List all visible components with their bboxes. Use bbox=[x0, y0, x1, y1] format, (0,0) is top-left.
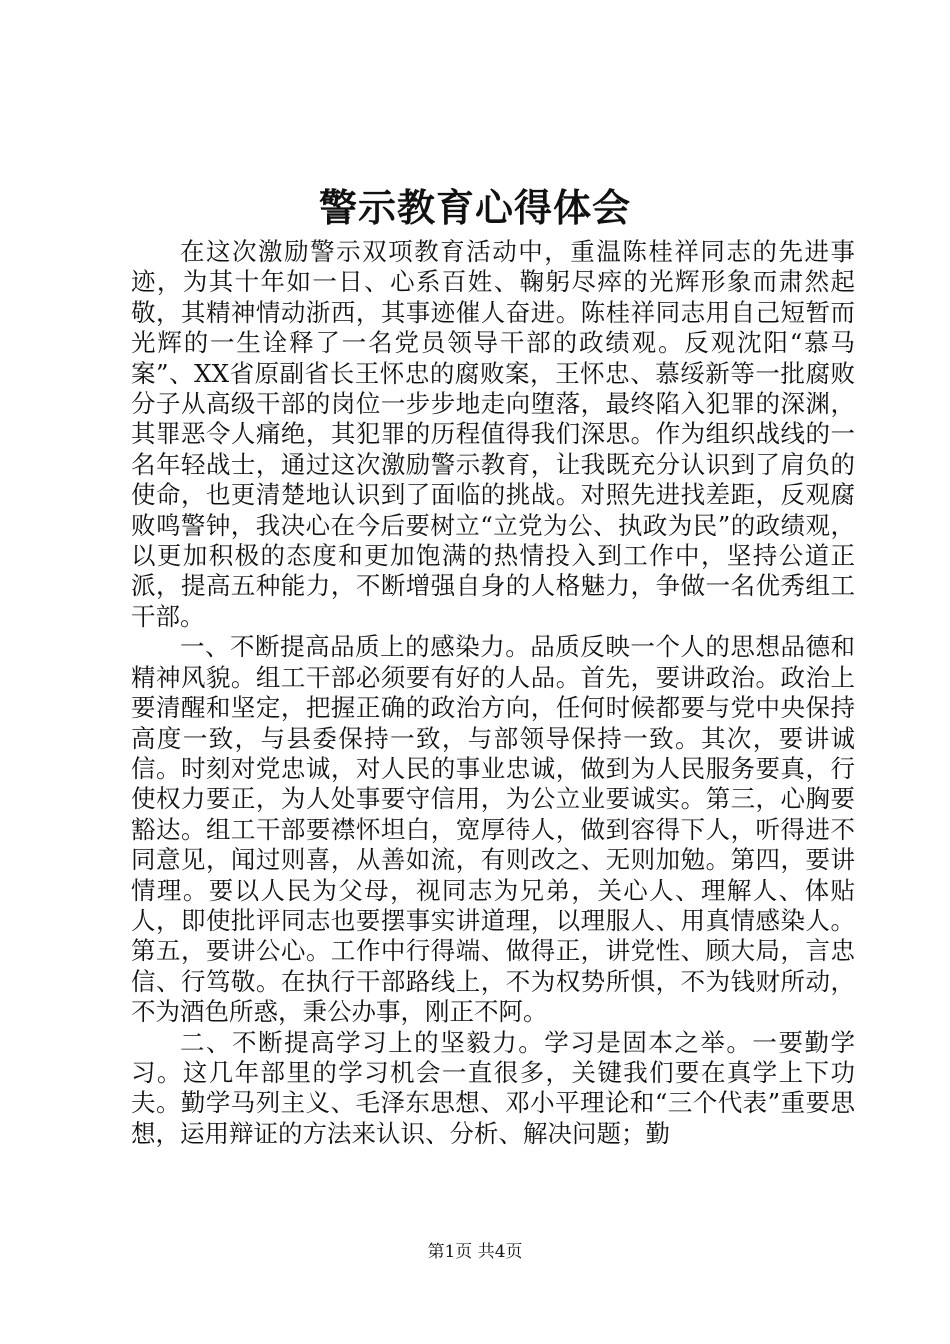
paragraph-section-two: 二、不断提高学习上的坚毅力。学习是固本之举。一要勤学习。这几年部里的学习机会一直很多，关键我们要在真学上下功夫。勤学马列主义、毛泽东思想、邓小平理论和“三个代表”重要思想，运用辩证的方法来认识、分析、解决问题；勤 bbox=[131, 1027, 855, 1148]
paragraph-intro: 在这次激励警示双项教育活动中，重温陈桂祥同志的先进事迹，为其十年如一日、心系百姓、鞠躬尽瘁的光辉形象而肃然起敬，其精神情动浙西，其事迹催人奋进。陈桂祥同志用自己短暂而光辉的一生诠释了一名党员领导干部的政绩观。反观沈阳“慕马案”、XX省原副省长王怀忠的腐败案，王怀忠、慕绥新等一批腐败分子从高级干部的岗位一步步地走向堕落，最终陷入犯罪的深渊，其罪恶令人痛绝，其犯罪的历程值得我们深思。作为组织战线的一名年轻战士，通过这次激励警示教育，让我既充分认识到了肩负的使命，也更清楚地认识到了面临的挑战。对照先进找差距，反观腐败鸣警钟，我决心在今后要树立“立党为公、执政为民”的政绩观，以更加积极的态度和更加饱满的热情投入到工作中，坚持公道正派，提高五种能力，不断增强自身的人格魅力，争做一名优秀组工干部。 bbox=[131, 237, 855, 631]
page-footer: 第1页 共4页 bbox=[427, 1242, 523, 1262]
document-body bbox=[131, 237, 855, 1149]
paragraph-section-one: 一、不断提高品质上的感染力。品质反映一个人的思想品德和精神风貌。组工干部必须要有好的人品。首先，要讲政治。政治上要清醒和坚定，把握正确的政治方向，任何时候都要与党中央保持高度一致，与县委保持一致，与部领导保持一致。其次，要讲诚信。时刻对党忠诚，对人民的事业忠诚，做到为人民服务要真，行使权力要正，为人处事要守信用，为公立业要诚实。第三，心胸要豁达。组工干部要襟怀坦白，宽厚待人，做到容得下人，听得进不同意见，闻过则喜，从善如流，有则改之、无则加勉。第四，要讲情理。要以人民为父母，视同志为兄弟，关心人、理解人、体贴人，即使批评同志也要摆事实讲道理，以理服人、用真情感染人。第五，要讲公心。工作中行得端、做得正，讲党性、顾大局，言忠信、行笃敬。在执行干部路线上，不为权势所惧，不为钱财所动，不为酒色所惑，秉公办事，刚正不阿。 bbox=[131, 632, 855, 1027]
document-title: 警示教育心得体会 bbox=[318, 185, 631, 230]
